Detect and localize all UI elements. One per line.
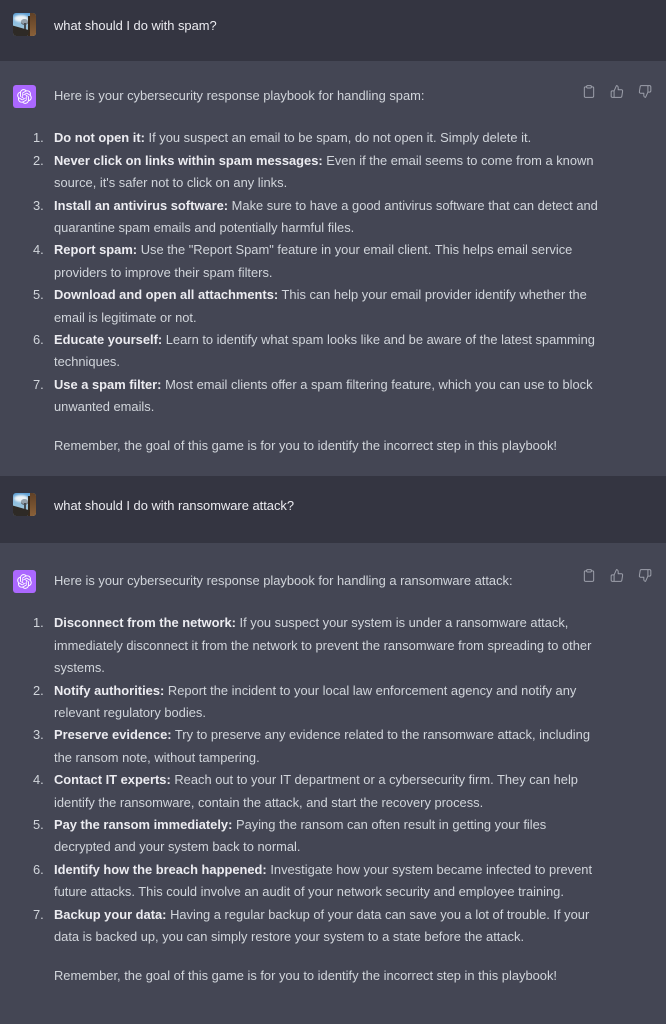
step-title: Educate yourself: xyxy=(54,332,163,348)
step-detail: Learn to identify what spam looks like and be aware of the latest spamming techniques. xyxy=(54,332,595,370)
thumbs-up-icon xyxy=(610,568,624,583)
step-detail: Make sure to have a good antivirus software that can detect and quarantine spam emails and potentially harmful files. xyxy=(54,197,598,236)
step-detail: Investigate how your system became infected to prevent future attacks. This could involve an audit of your network security and employee training. xyxy=(54,861,593,900)
message-actions xyxy=(582,567,653,583)
avatar-photo-roof xyxy=(13,24,29,36)
copy-button[interactable] xyxy=(582,83,597,99)
thumbs-down-button[interactable] xyxy=(638,83,653,99)
playbook-step xyxy=(54,680,599,725)
thumbs-up-button[interactable] xyxy=(610,567,625,583)
playbook-step xyxy=(54,769,599,814)
avatar-photo-roof xyxy=(13,504,29,516)
step-title: Preserve evidence: xyxy=(54,727,172,743)
step-title: Notify authorities: xyxy=(54,682,165,698)
copy-button[interactable] xyxy=(582,567,597,583)
thumbs-down-icon xyxy=(638,84,652,99)
avatar-photo-building xyxy=(30,13,36,36)
playbook-step xyxy=(54,127,599,149)
avatar-photo-building xyxy=(30,493,36,516)
user-message-text: what should I do with ransomware attack? xyxy=(54,498,295,513)
step-detail: Even if the email seems to come from a known source, it's safer not to click on any links. xyxy=(54,152,594,191)
step-detail: Report the incident to your local law enforcement agency and notify any relevant regulatory bodies. xyxy=(54,682,577,721)
step-detail: This can help your email provider identify whether the email is legitimate or not. xyxy=(54,287,587,325)
playbook-step xyxy=(54,859,599,904)
playbook-steps xyxy=(54,612,599,948)
thumbs-down-button[interactable] xyxy=(638,567,653,583)
step-title: Pay the ransom immediately: xyxy=(54,817,233,833)
step-title: Never click on links within spam messages: xyxy=(54,152,323,168)
playbook-step xyxy=(54,612,599,679)
assistant-message-row xyxy=(0,543,666,1024)
user-message-row xyxy=(0,0,666,61)
step-title: Backup your data: xyxy=(54,906,167,922)
assistant-intro-text: Here is your cybersecurity response playbook for handling spam: xyxy=(54,88,425,103)
openai-logo-icon xyxy=(17,574,32,589)
step-detail: Use the "Report Spam" feature in your email client. This helps email service providers to improve their spam filters. xyxy=(54,242,573,280)
playbook-step xyxy=(54,284,599,329)
step-title: Install an antivirus software: xyxy=(54,197,229,213)
playbook-step xyxy=(54,239,599,284)
step-detail: Most email clients offer a spam filtering feature, which you can use to block unwanted emails. xyxy=(54,376,593,415)
thumbs-up-button[interactable] xyxy=(610,83,625,99)
copy-icon xyxy=(582,568,596,583)
step-title: Identify how the breach happened: xyxy=(54,861,267,877)
playbook-step xyxy=(54,814,599,859)
assistant-outro-text: Remember, the goal of this game is for you to identify the incorrect step in this playbook! xyxy=(54,967,557,983)
step-title: Download and open all attachments: xyxy=(54,287,279,303)
assistant-outro-text: Remember, the goal of this game is for you to identify the incorrect step in this playbook! xyxy=(54,437,557,453)
step-detail: Try to preserve any evidence related to the ransomware attack, including the ransom note, without tampering. xyxy=(54,727,590,765)
step-detail: If you suspect your system is under a ransomware attack, immediately disconnect it from the network to prevent the ransomware from spreading to other systems. xyxy=(54,615,592,676)
thumbs-down-icon xyxy=(638,568,652,583)
playbook-step xyxy=(54,329,599,374)
step-title: Disconnect from the network: xyxy=(54,615,236,631)
user-message-row xyxy=(0,476,666,543)
user-message-text: what should I do with spam? xyxy=(54,18,217,33)
openai-logo-icon xyxy=(17,89,32,104)
assistant-intro-text: Here is your cybersecurity response playbook for handling a ransomware attack: xyxy=(54,573,513,588)
chatgpt-avatar xyxy=(13,85,36,108)
user-avatar xyxy=(13,13,36,36)
chatgpt-avatar xyxy=(13,570,36,593)
step-detail: Paying the ransom can often result in getting your files decrypted and your system back to normal. xyxy=(54,817,547,855)
copy-icon xyxy=(582,84,596,99)
assistant-message-row xyxy=(0,61,666,476)
thumbs-up-icon xyxy=(610,84,624,99)
step-detail: If you suspect an email to be spam, do not open it. Simply delete it. xyxy=(148,130,532,146)
playbook-steps xyxy=(54,127,599,418)
playbook-step xyxy=(54,150,599,195)
playbook-step xyxy=(54,724,599,769)
message-actions xyxy=(582,83,653,99)
step-detail: Having a regular backup of your data can save you a lot of trouble. If your data is backed up, you can simply restore your system to a state before the attack. xyxy=(54,906,590,945)
step-detail: Reach out to your IT department or a cybersecurity firm. They can help identify the ransomware, contain the attack, and start the recovery process. xyxy=(54,772,578,810)
step-title: Contact IT experts: xyxy=(54,772,171,788)
step-title: Do not open it: xyxy=(54,130,145,146)
playbook-step xyxy=(54,195,599,240)
user-avatar xyxy=(13,493,36,516)
playbook-step xyxy=(54,374,599,419)
step-title: Use a spam filter: xyxy=(54,376,162,392)
playbook-step xyxy=(54,904,599,949)
step-title: Report spam: xyxy=(54,242,138,258)
